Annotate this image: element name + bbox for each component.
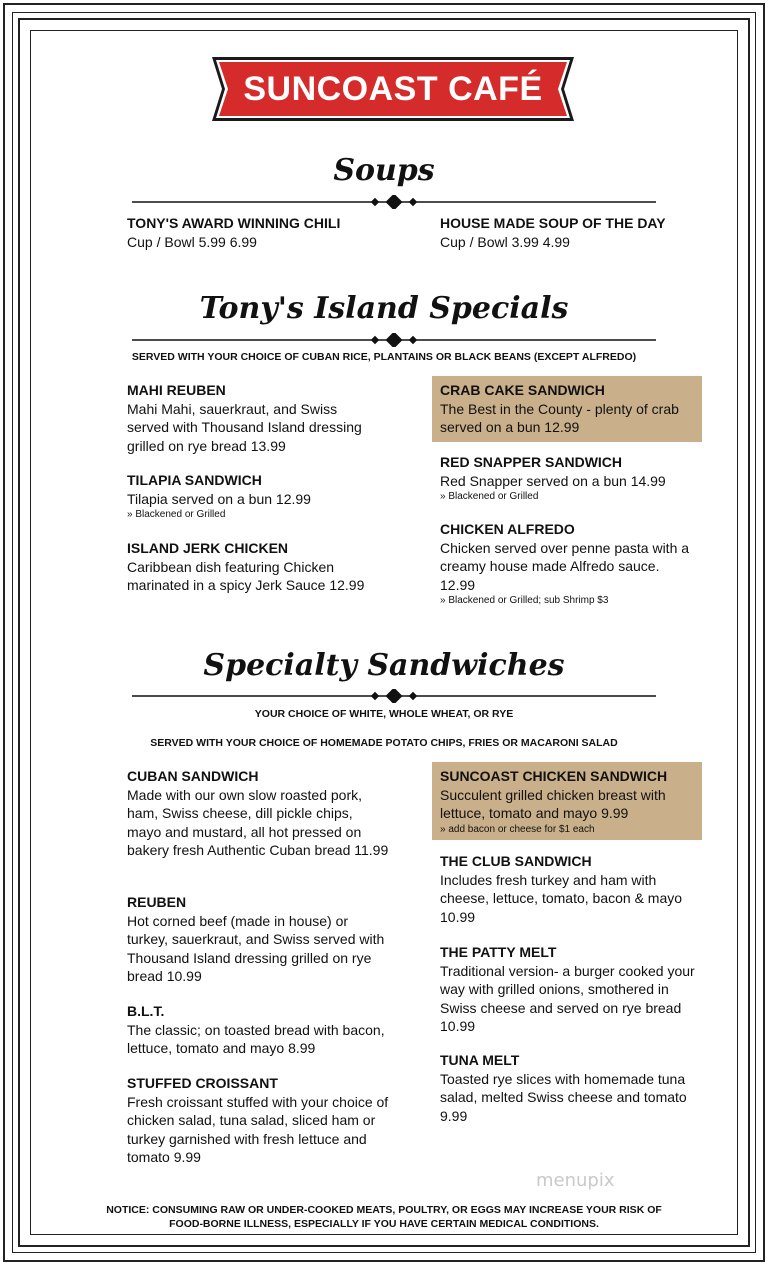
item-name: B.L.T. (127, 1003, 165, 1019)
menu-item-patty-melt (440, 943, 698, 1036)
item-desc: The classic; on toasted bread with bacon, lettuce, tomato and mayo 8.99 (127, 1021, 385, 1056)
item-desc: Hot corned beef (made in house) or turkey, sauerkraut, and Swiss served with Thousand Island dressing grilled on rye bread 10.99 (127, 912, 385, 984)
menu-item-crab-cake-sandwich (440, 381, 698, 437)
watermark: menupix (536, 1170, 615, 1191)
item-desc: Red Snapper served on a bun 14.99 (440, 472, 666, 489)
menu-item-tilapia-sandwich (127, 471, 382, 522)
menu-item-mahi-reuben (127, 381, 382, 455)
item-desc: Fresh croissant stuffed with your choice of chicken salad, tuna salad, sliced ham or turkey garnished with fresh lettuce and tomato 9.99 (127, 1093, 389, 1165)
item-desc: Tilapia served on a bun 12.99 (127, 490, 311, 507)
menu-item-club-sandwich (440, 852, 698, 926)
item-desc: Mahi Mahi, sauerkraut, and Swiss served with Thousand Island dressing grilled on rye bread 13.99 (127, 400, 362, 454)
health-notice: NOTICE: CONSUMING RAW OR UNDER-COOKED MEATS, POULTRY, OR EGGS MAY INCREASE YOUR RISK OF FOOD-BORNE ILLNESS, ESPECIALLY IF YOU HAVE CERTAIN MEDICAL CONDITIONS. (106, 1204, 662, 1230)
item-desc: Includes fresh turkey and ham with cheese, lettuce, tomato, bacon & mayo 10.99 (440, 871, 683, 925)
item-desc: Made with our own slow roasted pork, ham, Swiss cheese, dill pickle chips, mayo and mustard, all hot pressed on bakery fresh Authentic Cuban bread 11.99 (127, 786, 389, 858)
item-desc: Chicken served over penne pasta with a creamy house made Alfredo sauce. 12.99 (440, 539, 690, 593)
item-name: HOUSE MADE SOUP OF THE DAY (440, 215, 666, 231)
menu-item-red-snapper-sandwich (440, 453, 698, 504)
title-banner (212, 57, 574, 121)
item-option: » Blackened or Grilled (440, 491, 539, 502)
item-option: » add bacon or cheese for $1 each (440, 823, 595, 835)
item-name: TONY'S AWARD WINNING CHILI (127, 215, 341, 231)
menu-item-stuffed-croissant (127, 1074, 389, 1167)
soups-divider (132, 195, 656, 209)
item-name: STUFFED CROISSANT (127, 1075, 278, 1091)
item-price: Cup / Bowl 5.99 6.99 (127, 233, 257, 250)
item-name: REUBEN (127, 894, 187, 910)
menu-item-cuban-sandwich (127, 767, 389, 860)
item-name: TUNA MELT (440, 1052, 520, 1068)
item-name: MAHI REUBEN (127, 382, 226, 398)
menu-item-suncoast-chicken-sandwich (440, 767, 698, 837)
menu-item-island-jerk-chicken (127, 539, 382, 595)
item-name: RED SNAPPER SANDWICH (440, 454, 623, 470)
item-desc: The Best in the County - plenty of crab served on a bun 12.99 (440, 400, 679, 435)
item-desc: Toasted rye slices with homemade tuna salad, melted Swiss cheese and tomato 9.99 (440, 1070, 687, 1124)
specials-note: SERVED WITH YOUR CHOICE OF CUBAN RICE, PLANTAINS OR BLACK BEANS (EXCEPT ALFREDO) (131, 351, 637, 363)
item-name: ISLAND JERK CHICKEN (127, 540, 289, 556)
menu-item-chicken-alfredo (440, 520, 698, 608)
side-choice-note: SERVED WITH YOUR CHOICE OF HOMEMADE POTATO CHIPS, FRIES OR MACARONI SALAD (150, 737, 618, 749)
item-price: Cup / Bowl 3.99 4.99 (440, 233, 570, 250)
specials-heading: Tony's Island Specials (199, 291, 569, 326)
menu-item-chili (127, 214, 417, 251)
item-name: THE PATTY MELT (440, 944, 557, 960)
sandwiches-divider (132, 689, 656, 703)
menu-item-blt (127, 1002, 389, 1058)
item-name: SUNCOAST CHICKEN SANDWICH (440, 768, 668, 784)
soups-heading: Soups (333, 153, 435, 188)
item-desc: Traditional version- a burger cooked your way with grilled onions, smothered in Swiss cheese and served on rye bread 10.99 (440, 962, 695, 1034)
bread-choice-note: YOUR CHOICE OF WHITE, WHOLE WHEAT, OR RYE (254, 708, 514, 720)
item-desc: Succulent grilled chicken breast with lettuce, tomato and mayo 9.99 (440, 786, 666, 821)
menu-item-reuben (127, 893, 389, 986)
specials-divider (132, 333, 656, 347)
menu-item-soup-of-day (440, 214, 730, 251)
restaurant-title: SUNCOAST CAFÉ (243, 70, 543, 108)
item-name: CHICKEN ALFREDO (440, 521, 575, 537)
item-desc: Caribbean dish featuring Chicken marinated in a spicy Jerk Sauce 12.99 (127, 558, 365, 593)
item-name: CUBAN SANDWICH (127, 768, 259, 784)
sandwiches-heading: Specialty Sandwiches (203, 648, 565, 683)
item-name: TILAPIA SANDWICH (127, 472, 262, 488)
item-name: THE CLUB SANDWICH (440, 853, 592, 869)
item-option: » Blackened or Grilled; sub Shrimp $3 (440, 595, 609, 606)
menu-item-tuna-melt (440, 1051, 698, 1125)
item-option: » Blackened or Grilled (127, 509, 226, 520)
item-name: CRAB CAKE SANDWICH (440, 382, 605, 398)
